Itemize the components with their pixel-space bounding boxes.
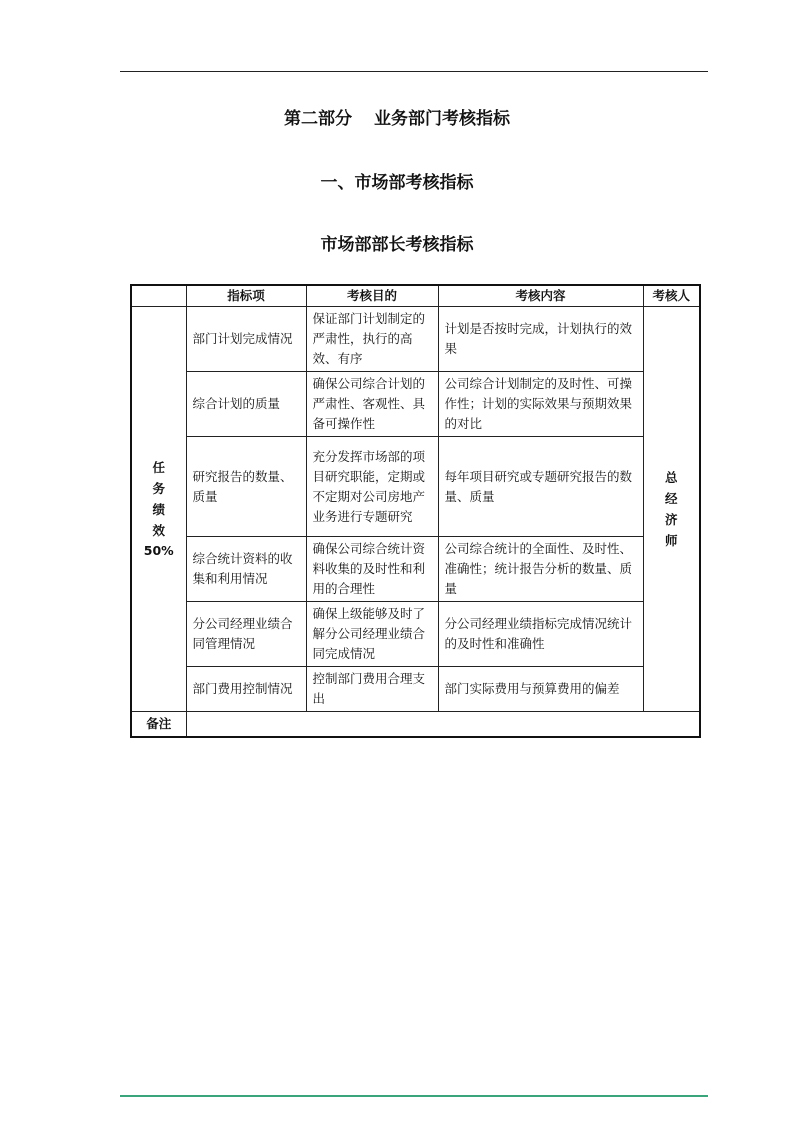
- item-cell: 综合统计资料的收集和利用情况: [186, 537, 306, 602]
- table-row: [131, 372, 700, 437]
- item-cell: 部门计划完成情况: [186, 307, 306, 372]
- item-cell: 分公司经理业绩合同管理情况: [186, 602, 306, 667]
- footer-rule: [120, 1095, 708, 1097]
- column-header-category: [131, 285, 186, 307]
- part-title-name: 业务部门考核指标: [374, 109, 510, 129]
- remark-row: [131, 712, 700, 738]
- purpose-cell: 控制部门费用合理支出: [306, 667, 438, 712]
- table-row: [131, 437, 700, 537]
- purpose-cell: 确保上级能够及时了解分公司经理业绩合同完成情况: [306, 602, 438, 667]
- table-row: [131, 667, 700, 712]
- purpose-cell: 确保公司综合计划的严肃性、客观性、具备可操作性: [306, 372, 438, 437]
- remark-label: 备注: [131, 712, 186, 738]
- purpose-cell: 确保公司综合统计资料收集的及时性和利用的合理性: [306, 537, 438, 602]
- category-label: 任 务 绩 效: [152, 460, 165, 538]
- table-header-row: [131, 285, 700, 307]
- category-cell: [131, 307, 186, 712]
- content-cell: 分公司经理业绩指标完成情况统计的及时性和准确性: [438, 602, 643, 667]
- column-header-item: 指标项: [186, 285, 306, 307]
- remark-value: [186, 712, 700, 738]
- item-cell: 部门费用控制情况: [186, 667, 306, 712]
- item-cell: 综合计划的质量: [186, 372, 306, 437]
- part-title-number: 第二部分: [284, 109, 352, 129]
- kpi-table: [130, 284, 701, 738]
- table-title: 市场部部长考核指标: [320, 235, 474, 255]
- item-cell: 研究报告的数量、质量: [186, 437, 306, 537]
- assessor-cell: [643, 307, 700, 712]
- column-header-content: 考核内容: [438, 285, 643, 307]
- content-cell: 每年项目研究或专题研究报告的数量、质量: [438, 437, 643, 537]
- section-title: 一、市场部考核指标: [320, 173, 474, 193]
- part-title: [0, 104, 794, 129]
- header-rule: [120, 71, 708, 72]
- purpose-cell: 保证部门计划制定的严肃性，执行的高效、有序: [306, 307, 438, 372]
- table-row: [131, 537, 700, 602]
- content-cell: 公司综合统计的全面性、及时性、准确性；统计报告分析的数量、质量: [438, 537, 643, 602]
- column-header-purpose: 考核目的: [306, 285, 438, 307]
- content-cell: 计划是否按时完成，计划执行的效果: [438, 307, 643, 372]
- table-row: [131, 602, 700, 667]
- content-cell: 部门实际费用与预算费用的偏差: [438, 667, 643, 712]
- category-weight: 50%: [143, 543, 174, 558]
- table-row: [131, 307, 700, 372]
- assessor-label: 总 经 济 师: [664, 470, 678, 548]
- column-header-assessor: 考核人: [643, 285, 700, 307]
- purpose-cell: 充分发挥市场部的项目研究职能，定期或不定期对公司房地产业务进行专题研究: [306, 437, 438, 537]
- content-cell: 公司综合计划制定的及时性、可操作性；计划的实际效果与预期效果的对比: [438, 372, 643, 437]
